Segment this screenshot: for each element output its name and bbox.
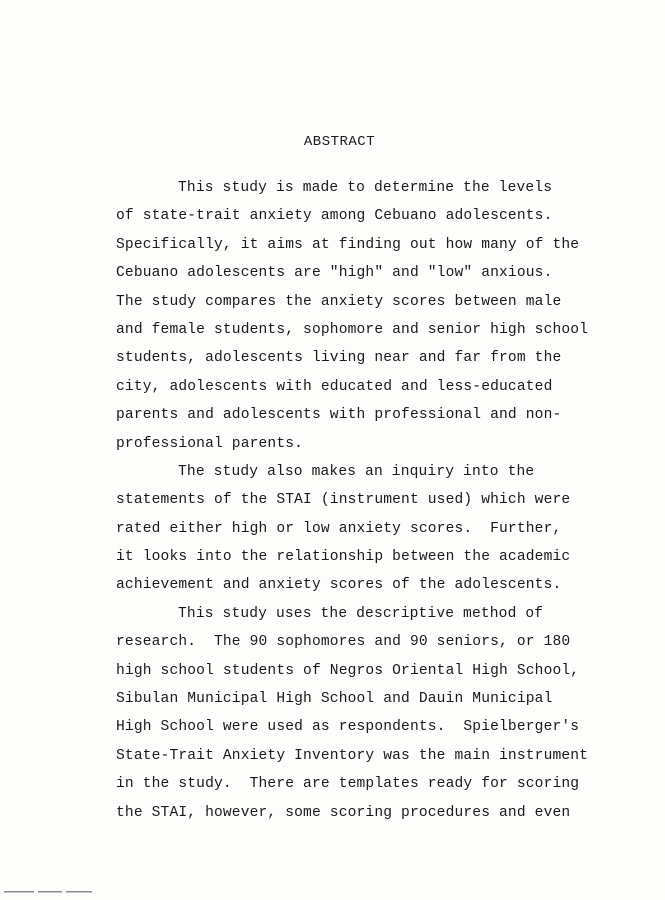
text-line: high school students of Negros Oriental High School, bbox=[116, 662, 580, 679]
text-line: students, adolescents living near and far from the bbox=[116, 350, 562, 367]
text-line: This study is made to determine the levels bbox=[178, 180, 553, 196]
text-line: it looks into the relationship between the academic bbox=[116, 549, 571, 566]
text-line: research. The 90 sophomores and 90 seniors, or 180 bbox=[116, 634, 571, 651]
text-line: city, adolescents with educated and less-educated bbox=[116, 378, 553, 395]
text-line: Sibulan Municipal High School and Dauin Municipal bbox=[116, 691, 553, 708]
text-line: Specifically, it aims at finding out how many of the bbox=[116, 236, 580, 253]
abstract-body bbox=[116, 174, 616, 827]
text-line: and female students, sophomore and senior high school bbox=[116, 321, 589, 338]
text-line: statements of the STAI (instrument used) which were bbox=[116, 492, 571, 509]
text-line: rated either high or low anxiety scores. Further, bbox=[116, 520, 562, 537]
text-line: State-Trait Anxiety Inventory was the main instrument bbox=[116, 747, 589, 764]
abstract-heading: ABSTRACT bbox=[303, 134, 376, 150]
text-line: High School were used as respondents. Spielberger's bbox=[116, 719, 580, 736]
text-line: of state-trait anxiety among Cebuano adolescents. bbox=[116, 208, 553, 225]
text-line: The study compares the anxiety scores between male bbox=[116, 293, 562, 310]
text-line: professional parents. bbox=[116, 435, 304, 452]
text-line: Cebuano adolescents are "high" and "low" anxious. bbox=[116, 265, 553, 282]
text-line: parents and adolescents with professional and non- bbox=[116, 407, 562, 424]
text-line: achievement and anxiety scores of the adolescents. bbox=[116, 577, 562, 594]
text-line: the STAI, however, some scoring procedures and even bbox=[116, 804, 571, 821]
text-line: This study uses the descriptive method of bbox=[178, 605, 544, 622]
text-line: in the study. There are templates ready for scoring bbox=[116, 776, 580, 793]
text-line: The study also makes an inquiry into the bbox=[178, 463, 535, 480]
scan-footer-mark bbox=[4, 890, 94, 894]
